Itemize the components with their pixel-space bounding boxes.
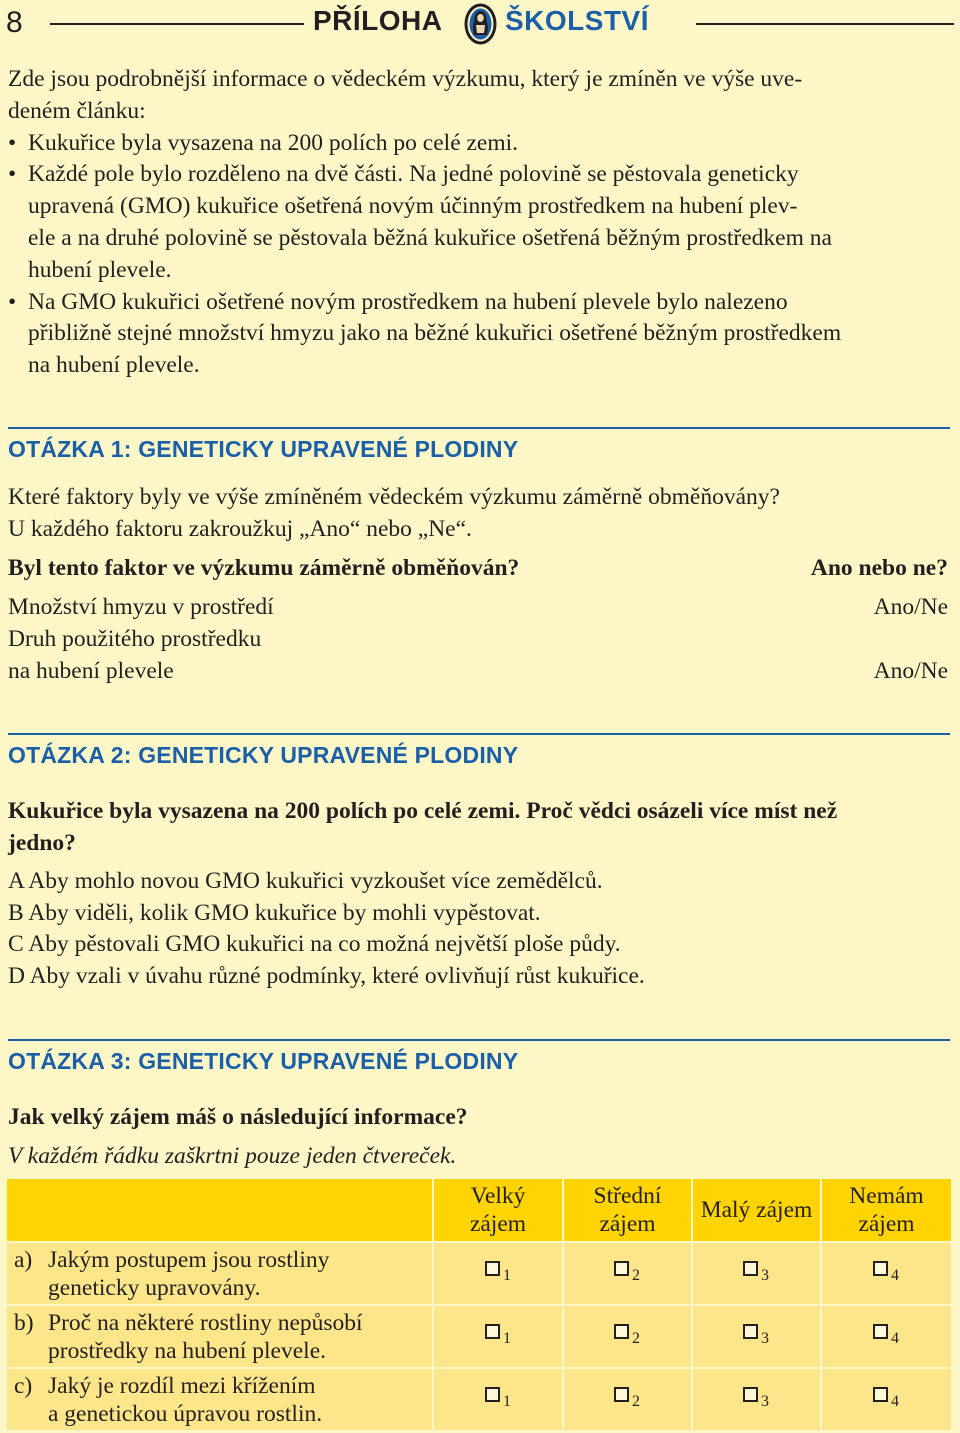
q2-title: OTÁZKA 2: GENETICKY UPRAVENÉ PLODINY	[8, 742, 519, 768]
q1-col-header-right: Ano nebo ne?	[810, 555, 948, 581]
intro-bullet-list	[8, 128, 954, 382]
q1-prompt-line2: U každého faktoru zakroužkuj „Ano“ nebo „Ne“.	[8, 515, 472, 542]
intro-bullet-line: přibližně stejné množství hmyzu jako na běžné kukuřici ošetřené běžným prostředkem	[28, 320, 842, 347]
checkbox-number: 4	[891, 1267, 899, 1284]
checkbox-square-icon	[614, 1387, 629, 1402]
checkbox-c-3[interactable]	[743, 1387, 769, 1410]
q1-row-label-line2: na hubení plevele	[8, 657, 174, 684]
row-question-line1: Jaký je rozdíl mezi křížením	[48, 1373, 316, 1399]
option-letter: D	[8, 962, 25, 989]
header-title-priloha: PŘÍLOHA	[313, 5, 443, 36]
header-rule-left	[50, 23, 304, 25]
q3-instruction: V každém řádku zaškrtni pouze jeden čtvereček.	[8, 1143, 457, 1169]
q2-option-b[interactable]	[8, 898, 948, 930]
column-header-stredni-zajem	[564, 1179, 691, 1241]
q2-option-c[interactable]	[8, 929, 948, 961]
q1-prompt-line1: Které faktory byly ve výše zmíněném vědeckém výzkumu záměrně obměňovány?	[8, 484, 780, 510]
column-header-line2: zájem	[858, 1211, 915, 1237]
checkbox-c-4[interactable]	[873, 1387, 899, 1410]
checkbox-number: 1	[503, 1267, 511, 1284]
q2-option-a[interactable]	[8, 866, 948, 898]
q1-answer-ano-ne[interactable]: Ano/Ne	[873, 658, 948, 684]
checkbox-b-1[interactable]	[485, 1324, 511, 1347]
option-text: Aby viděli, kolik GMO kukuřice by mohli vypěstovat.	[28, 899, 541, 926]
q2-options	[8, 866, 948, 992]
checkbox-square-icon	[743, 1324, 758, 1339]
option-text: Aby pěstovali GMO kukuřici na co možná největší ploše půdy.	[28, 931, 621, 957]
row-question-b	[7, 1306, 432, 1367]
checkbox-number: 1	[503, 1393, 511, 1410]
checkbox-square-icon	[485, 1324, 500, 1339]
row-question-c	[7, 1369, 432, 1430]
checkbox-square-icon	[743, 1261, 758, 1276]
row-letter: a)	[14, 1247, 33, 1273]
row-question-line2: a genetickou úpravou rostlin.	[48, 1401, 323, 1427]
intro-bullet-line: Každé pole bylo rozděleno na dvě části. Na jedné polovině se pěstovala geneticky	[28, 161, 799, 188]
checkbox-number: 3	[761, 1330, 769, 1347]
checkbox-a-1[interactable]	[485, 1261, 511, 1284]
checkbox-a-4[interactable]	[873, 1261, 899, 1284]
checkbox-square-icon	[485, 1387, 500, 1402]
school-emblem-icon	[464, 3, 497, 45]
row-question-line1: Proč na některé rostliny nepůsobí	[48, 1310, 363, 1336]
checkbox-number: 2	[632, 1393, 640, 1410]
q2-rule	[8, 733, 950, 735]
intro-lead-line2: deném článku:	[8, 97, 146, 124]
checkbox-square-icon	[873, 1261, 888, 1276]
header-rule-right	[696, 23, 954, 25]
row-question-a	[7, 1243, 432, 1304]
option-letter: A	[8, 868, 24, 894]
checkbox-square-icon	[614, 1324, 629, 1339]
intro-bullet-line: hubení plevele.	[28, 256, 172, 283]
checkbox-square-icon	[743, 1387, 758, 1402]
row-question-line2: geneticky upravovány.	[48, 1275, 261, 1301]
q2-prompt-line2: jedno?	[8, 829, 76, 856]
page-header	[0, 0, 960, 48]
column-header-line1: Nemám	[849, 1183, 924, 1209]
checkbox-b-4[interactable]	[873, 1324, 899, 1347]
checkbox-a-2[interactable]	[614, 1261, 640, 1284]
intro-bullet	[8, 287, 954, 382]
checkbox-c-2[interactable]	[614, 1387, 640, 1410]
checkbox-c-1[interactable]	[485, 1387, 511, 1410]
page-number: 8	[6, 6, 23, 39]
q2-option-d[interactable]	[8, 961, 948, 993]
column-header-nemam-zajem	[822, 1179, 951, 1241]
intro-bullet	[8, 159, 954, 286]
column-header-velky-zajem	[434, 1179, 562, 1241]
checkbox-a-3[interactable]	[743, 1261, 769, 1284]
column-header-line1: Velký	[470, 1183, 526, 1209]
q1-row-label	[8, 624, 948, 687]
q3-title: OTÁZKA 3: GENETICKY UPRAVENÉ PLODINY	[8, 1048, 519, 1074]
checkbox-b-3[interactable]	[743, 1324, 769, 1347]
q3-prompt: Jak velký zájem máš o následující informace?	[8, 1104, 468, 1130]
option-text: Aby mohlo novou GMO kukuřici vyzkoušet více zemědělců.	[28, 868, 603, 894]
checkbox-number: 3	[761, 1393, 769, 1410]
row-letter: c)	[14, 1373, 33, 1399]
q1-row-label: Množství hmyzu v prostředí	[8, 594, 274, 620]
row-question-line2: prostředky na hubení plevele.	[48, 1338, 326, 1364]
checkbox-b-2[interactable]	[614, 1324, 640, 1347]
checkbox-number: 1	[503, 1330, 511, 1347]
intro-lead	[8, 64, 954, 128]
intro-bullet-line: upravená (GMO) kukuřice ošetřená novým účinným prostředkem na hubení plev-	[28, 193, 798, 220]
column-header-line1: Střední	[593, 1183, 662, 1209]
column-header-maly-zajem	[693, 1179, 820, 1241]
option-letter: C	[8, 931, 24, 957]
checkbox-number: 3	[761, 1267, 769, 1284]
intro-lead-line1: Zde jsou podrobnější informace o vědeckém výzkumu, který je zmíněn ve výše uve-	[8, 66, 803, 92]
checkbox-square-icon	[614, 1261, 629, 1276]
intro-bullet-line: na hubení plevele.	[28, 352, 200, 379]
interest-table	[7, 1179, 951, 1430]
checkbox-number: 2	[632, 1330, 640, 1347]
q1-prompt	[8, 482, 948, 545]
checkbox-square-icon	[873, 1387, 888, 1402]
column-header-line2: zájem	[599, 1211, 656, 1237]
q1-row-label-line1: Druh použitého prostředku	[8, 626, 262, 652]
intro-bullet-line: Na GMO kukuřici ošetřené novým prostředkem na hubení plevele bylo nalezeno	[28, 288, 788, 315]
q1-col-header-left: Byl tento faktor ve výzkumu záměrně obměňován?	[8, 555, 520, 581]
checkbox-number: 4	[891, 1330, 899, 1347]
q2-prompt-line1: Kukuřice byla vysazena na 200 polích po celé zemi. Proč vědci osázeli více míst než	[8, 798, 838, 824]
intro-bullet-line: ele a na druhé polovině se pěstovala běžná kukuřice ošetřená běžným prostředkem na	[28, 224, 832, 251]
column-header-line2: zájem	[469, 1211, 527, 1237]
option-letter: B	[8, 899, 24, 926]
row-question-line1: Jakým postupem jsou rostliny	[48, 1247, 330, 1273]
q1-title: OTÁZKA 1: GENETICKY UPRAVENÉ PLODINY	[8, 436, 519, 462]
checkbox-number: 4	[891, 1393, 899, 1410]
checkbox-square-icon	[485, 1261, 500, 1276]
intro-section	[8, 64, 954, 382]
checkbox-number: 2	[632, 1267, 640, 1284]
checkbox-square-icon	[873, 1324, 888, 1339]
row-letter: b)	[14, 1310, 34, 1336]
q3-rule	[8, 1039, 950, 1041]
option-text: Aby vzali v úvahu různé podmínky, které ovlivňují růst kukuřice.	[29, 962, 645, 989]
q1-answer-ano-ne[interactable]: Ano/Ne	[873, 594, 948, 620]
column-header-line1: Malý zájem	[700, 1197, 813, 1223]
intro-bullet: • Kukuřice byla vysazena na 200 polích po celé zemi.	[8, 128, 954, 160]
header-title-skolstvi: ŠKOLSTVÍ	[505, 5, 650, 36]
q2-prompt	[8, 796, 948, 859]
q1-rule	[8, 427, 950, 429]
